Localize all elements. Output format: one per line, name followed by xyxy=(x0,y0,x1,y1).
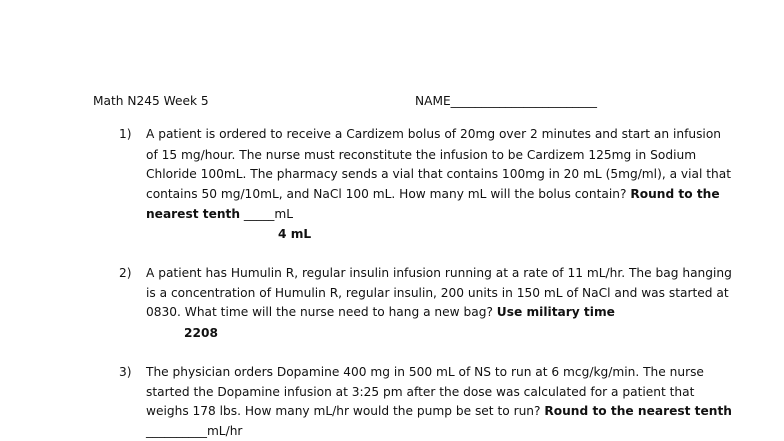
question-3-line-1: The physician orders Dopamine 400 mg in 500 mL of NS to run at 6 mcg/kg/min. The nurse xyxy=(146,365,704,379)
question-3-answer-blank: __________mL/hr xyxy=(146,424,243,438)
course-heading: Math N245 Week 5 xyxy=(93,94,209,108)
question-1-answer-blank: _____mL xyxy=(243,207,294,221)
question-1-line-5 xyxy=(146,207,293,221)
question-2-line-3-text: 0830. What time will the nurse need to hang a new bag? xyxy=(146,305,493,319)
question-2-instruction: Use military time xyxy=(496,305,615,319)
question-2-answer: 2208 xyxy=(184,326,218,340)
question-1-number: 1) xyxy=(119,127,132,141)
question-1-line-3: Chloride 100mL. The pharmacy sends a vial that contains 100mg in 20 mL (5mg/ml), a vial that xyxy=(146,167,731,181)
question-3-line-3 xyxy=(146,404,732,418)
question-2-number: 2) xyxy=(119,266,132,280)
question-3-line-2: started the Dopamine infusion at 3:25 pm after the dose was calculated for a patient that xyxy=(146,385,695,399)
question-1-line-1: A patient is ordered to receive a Cardizem bolus of 20mg over 2 minutes and start an infusion xyxy=(146,127,722,141)
question-2-line-3 xyxy=(146,305,615,319)
question-2-line-2: is a concentration of Humulin R, regular insulin, 200 units in 150 mL of NaCl and was started at xyxy=(146,286,729,300)
question-1-answer: 4 mL xyxy=(278,227,312,241)
question-3-number: 3) xyxy=(119,365,132,379)
question-3-line-3-text: weighs 178 lbs. How many mL/hr would the pump be set to run? xyxy=(146,404,541,418)
question-1-instruction-cont: nearest tenth xyxy=(146,207,241,221)
question-2-line-1: A patient has Humulin R, regular insulin infusion running at a rate of 11 mL/hr. The bag hanging xyxy=(146,266,732,280)
question-3-instruction: Round to the nearest tenth xyxy=(544,404,732,418)
question-1-line-2: of 15 mg/hour. The nurse must reconstitute the infusion to be Cardizem 125mg in Sodium xyxy=(146,148,697,162)
question-1-line-4 xyxy=(146,187,720,201)
question-1-instruction: Round to the xyxy=(630,187,720,201)
name-field-label: NAME________________________ xyxy=(415,94,597,108)
question-1-line-4-text: contains 50 mg/10mL, and NaCl 100 mL. How many mL will the bolus contain? xyxy=(146,187,627,201)
